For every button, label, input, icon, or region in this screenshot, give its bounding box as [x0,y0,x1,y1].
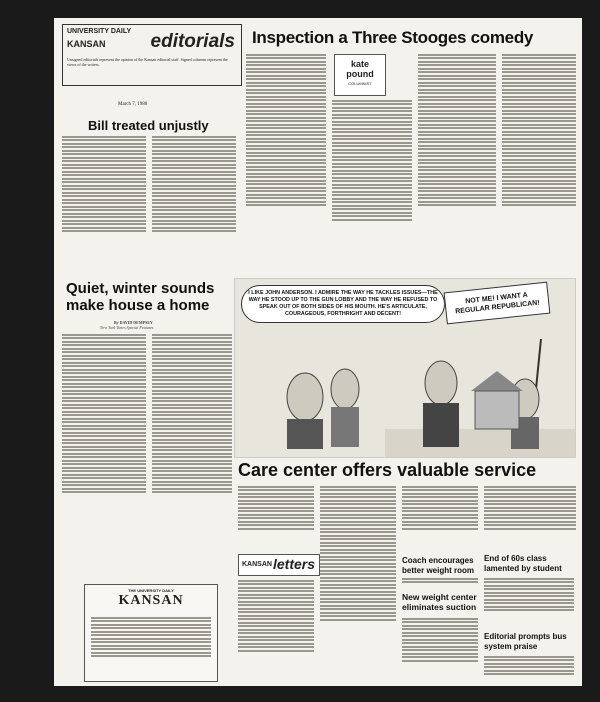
staff-box [84,584,218,682]
masthead-sub: KANSAN [67,39,106,49]
letters-title: letters [273,556,316,572]
bill-column-2 [152,134,236,274]
sixties-headline: End of 60s class lamented by student [484,554,562,573]
editorial-masthead [62,24,242,86]
sixties-column [484,576,574,628]
staff-list [91,615,211,675]
political-cartoon [234,278,576,458]
care-column-1 [238,484,314,550]
care-column-2 [320,484,396,684]
quiet-byline: By DAVID DEMPSEY [114,320,153,325]
inspection-column-4 [502,52,576,274]
staff-box-title: KANSAN [118,593,184,608]
inspection-column-3 [418,52,496,274]
inspection-column-1 [246,52,326,274]
masthead-title: editorials [150,31,235,52]
quiet-column-1 [62,332,146,568]
columnist-badge [334,54,386,96]
care-column-4 [484,484,576,550]
editorial-prompts-column [484,654,574,684]
letters-column-1 [238,578,314,684]
quiet-byline-2: New York Times Special Features [100,325,154,330]
weight-headline: New weight center eliminates suction [402,592,477,612]
letters-banner [238,554,320,576]
badge-label: COLUMNIST [348,81,372,86]
quiet-column-2 [152,332,232,568]
masthead-top: UNIVERSITY DAILY [67,28,132,35]
coach-headline: Coach encourages better weight room [402,556,475,575]
badge-top: kate [350,59,369,69]
letters-brand: KANSAN [242,561,272,568]
inspection-column-2 [332,98,412,274]
cartoon-speech-bubble: I LIKE JOHN ANDERSON. I ADMIRE THE WAY HE TACKLES ISSUES—THE WAY HE STOOD UP TO THE GUN LOBBY AND THE WAY HE REFUSED TO SPEAK OUT OF BOTH SIDES OF HIS MOUTH. HE'S ARTICULATE, COURAGEOUS, FORTHRIGHT AND DECENT! [241,285,445,323]
cartoon-sign: NOT ME! I WANT A REGULAR REPUBLICAN! [444,282,551,325]
staff-box-top: THE UNIVERSITY DAILY [128,588,174,593]
edition-date: March 7, 1980 [118,102,148,107]
inspection-headline: Inspection a Three Stooges comedy [252,28,534,47]
care-headline: Care center offers valuable service [238,460,537,480]
newspaper-page [54,18,582,686]
masthead-note: Unsigned editorials represent the opinion of the Kansan editorial staff. Signed columns represent the views of the writers. [67,57,228,67]
weight-column [402,616,478,684]
badge-bottom: pound [346,69,374,79]
coach-column [402,576,478,590]
care-column-3 [402,484,478,550]
bill-headline: Bill treated unjustly [88,118,209,133]
bill-column-1 [62,134,146,274]
quiet-headline: Quiet, winter sounds make house a home [66,280,215,314]
cartoon-drawing [235,279,575,457]
editorial-prompts-headline: Editorial prompts bus system praise [484,632,567,651]
